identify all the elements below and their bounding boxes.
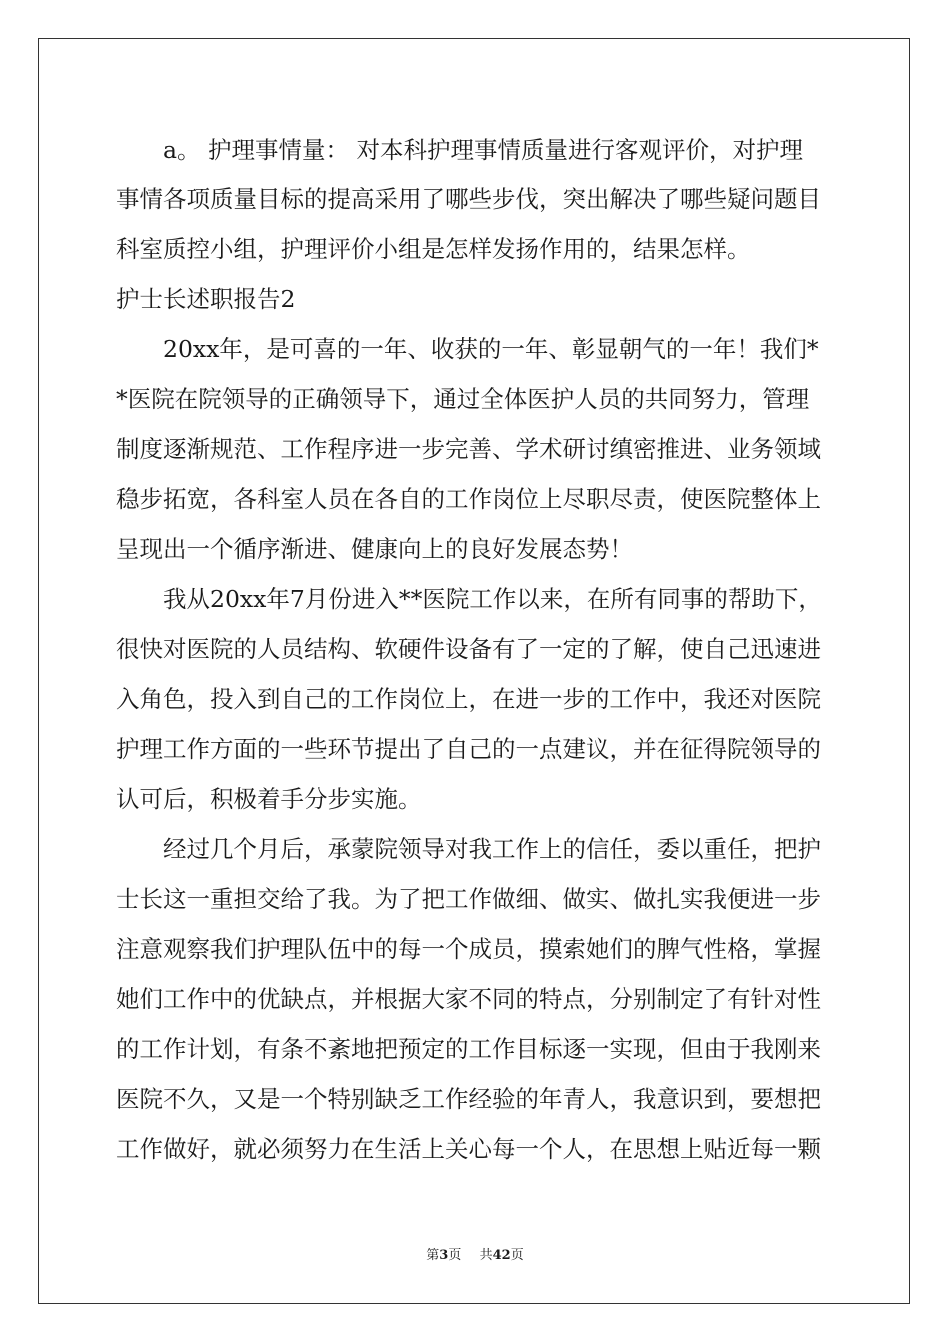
text-line: *医院在院领导的正确领导下，通过全体医护人员的共同努力，管理 (116, 385, 810, 413)
text-line: 的工作计划，有条不紊地把预定的工作目标逐一实现，但由于我刚来 (116, 1035, 821, 1063)
text-line: 她们工作中的优缺点，并根据大家不同的特点，分别制定了有针对性 (116, 985, 821, 1013)
total-pages: 42 (492, 1248, 511, 1263)
text-line: 呈现出一个循序渐进、健康向上的良好发展态势！ (116, 535, 633, 563)
text-line: a。 护理事情量： 对本科护理事情质量进行客观评价，对护理 (116, 136, 803, 164)
page-suffix: 页 (448, 1248, 462, 1263)
text-line: 经过几个月后，承蒙院领导对我工作上的信任，委以重任，把护 (116, 835, 821, 863)
section-heading: 护士长述职报告2 (116, 285, 296, 313)
text-line: 士长这一重担交给了我。为了把工作做细、做实、做扎实我便进一步 (116, 885, 821, 913)
text-line: 事情各项质量目标的提高采用了哪些步伐，突出解决了哪些疑问题目 (116, 185, 821, 213)
total-suffix: 页 (510, 1248, 524, 1263)
text-line: 护理工作方面的一些环节提出了自己的一点建议，并在征得院领导的 (116, 735, 821, 763)
text-line: 科室质控小组，护理评价小组是怎样发扬作用的，结果怎样。 (116, 235, 751, 263)
text-line: 我从20xx年7月份进入**医院工作以来，在所有同事的帮助下， (116, 585, 822, 613)
page-prefix: 第 (426, 1248, 440, 1263)
page-number: 3 (439, 1248, 449, 1263)
total-prefix: 共 (479, 1248, 493, 1263)
text-line: 认可后，积极着手分步实施。 (116, 785, 422, 813)
page-footer (0, 1244, 950, 1263)
text-line: 医院不久，又是一个特别缺乏工作经验的年青人，我意识到，要想把 (116, 1085, 821, 1113)
text-line: 稳步拓宽，各科室人员在各自的工作岗位上尽职尽责，使医院整体上 (116, 485, 821, 513)
text-line: 工作做好，就必须努力在生活上关心每一个人，在思想上贴近每一颗 (116, 1135, 821, 1163)
text-line: 制度逐渐规范、工作程序进一步完善、学术研讨缜密推进、业务领域 (116, 435, 821, 463)
page-border (38, 38, 910, 1304)
text-line: 20xx年，是可喜的一年、收获的一年、彰显朝气的一年！我们* (116, 335, 819, 363)
text-line: 入角色，投入到自己的工作岗位上，在进一步的工作中，我还对医院 (116, 685, 821, 713)
text-line: 注意观察我们护理队伍中的每一个成员，摸索她们的脾气性格，掌握 (116, 935, 821, 963)
text-line: 很快对医院的人员结构、软硬件设备有了一定的了解，使自己迅速进 (116, 635, 821, 663)
